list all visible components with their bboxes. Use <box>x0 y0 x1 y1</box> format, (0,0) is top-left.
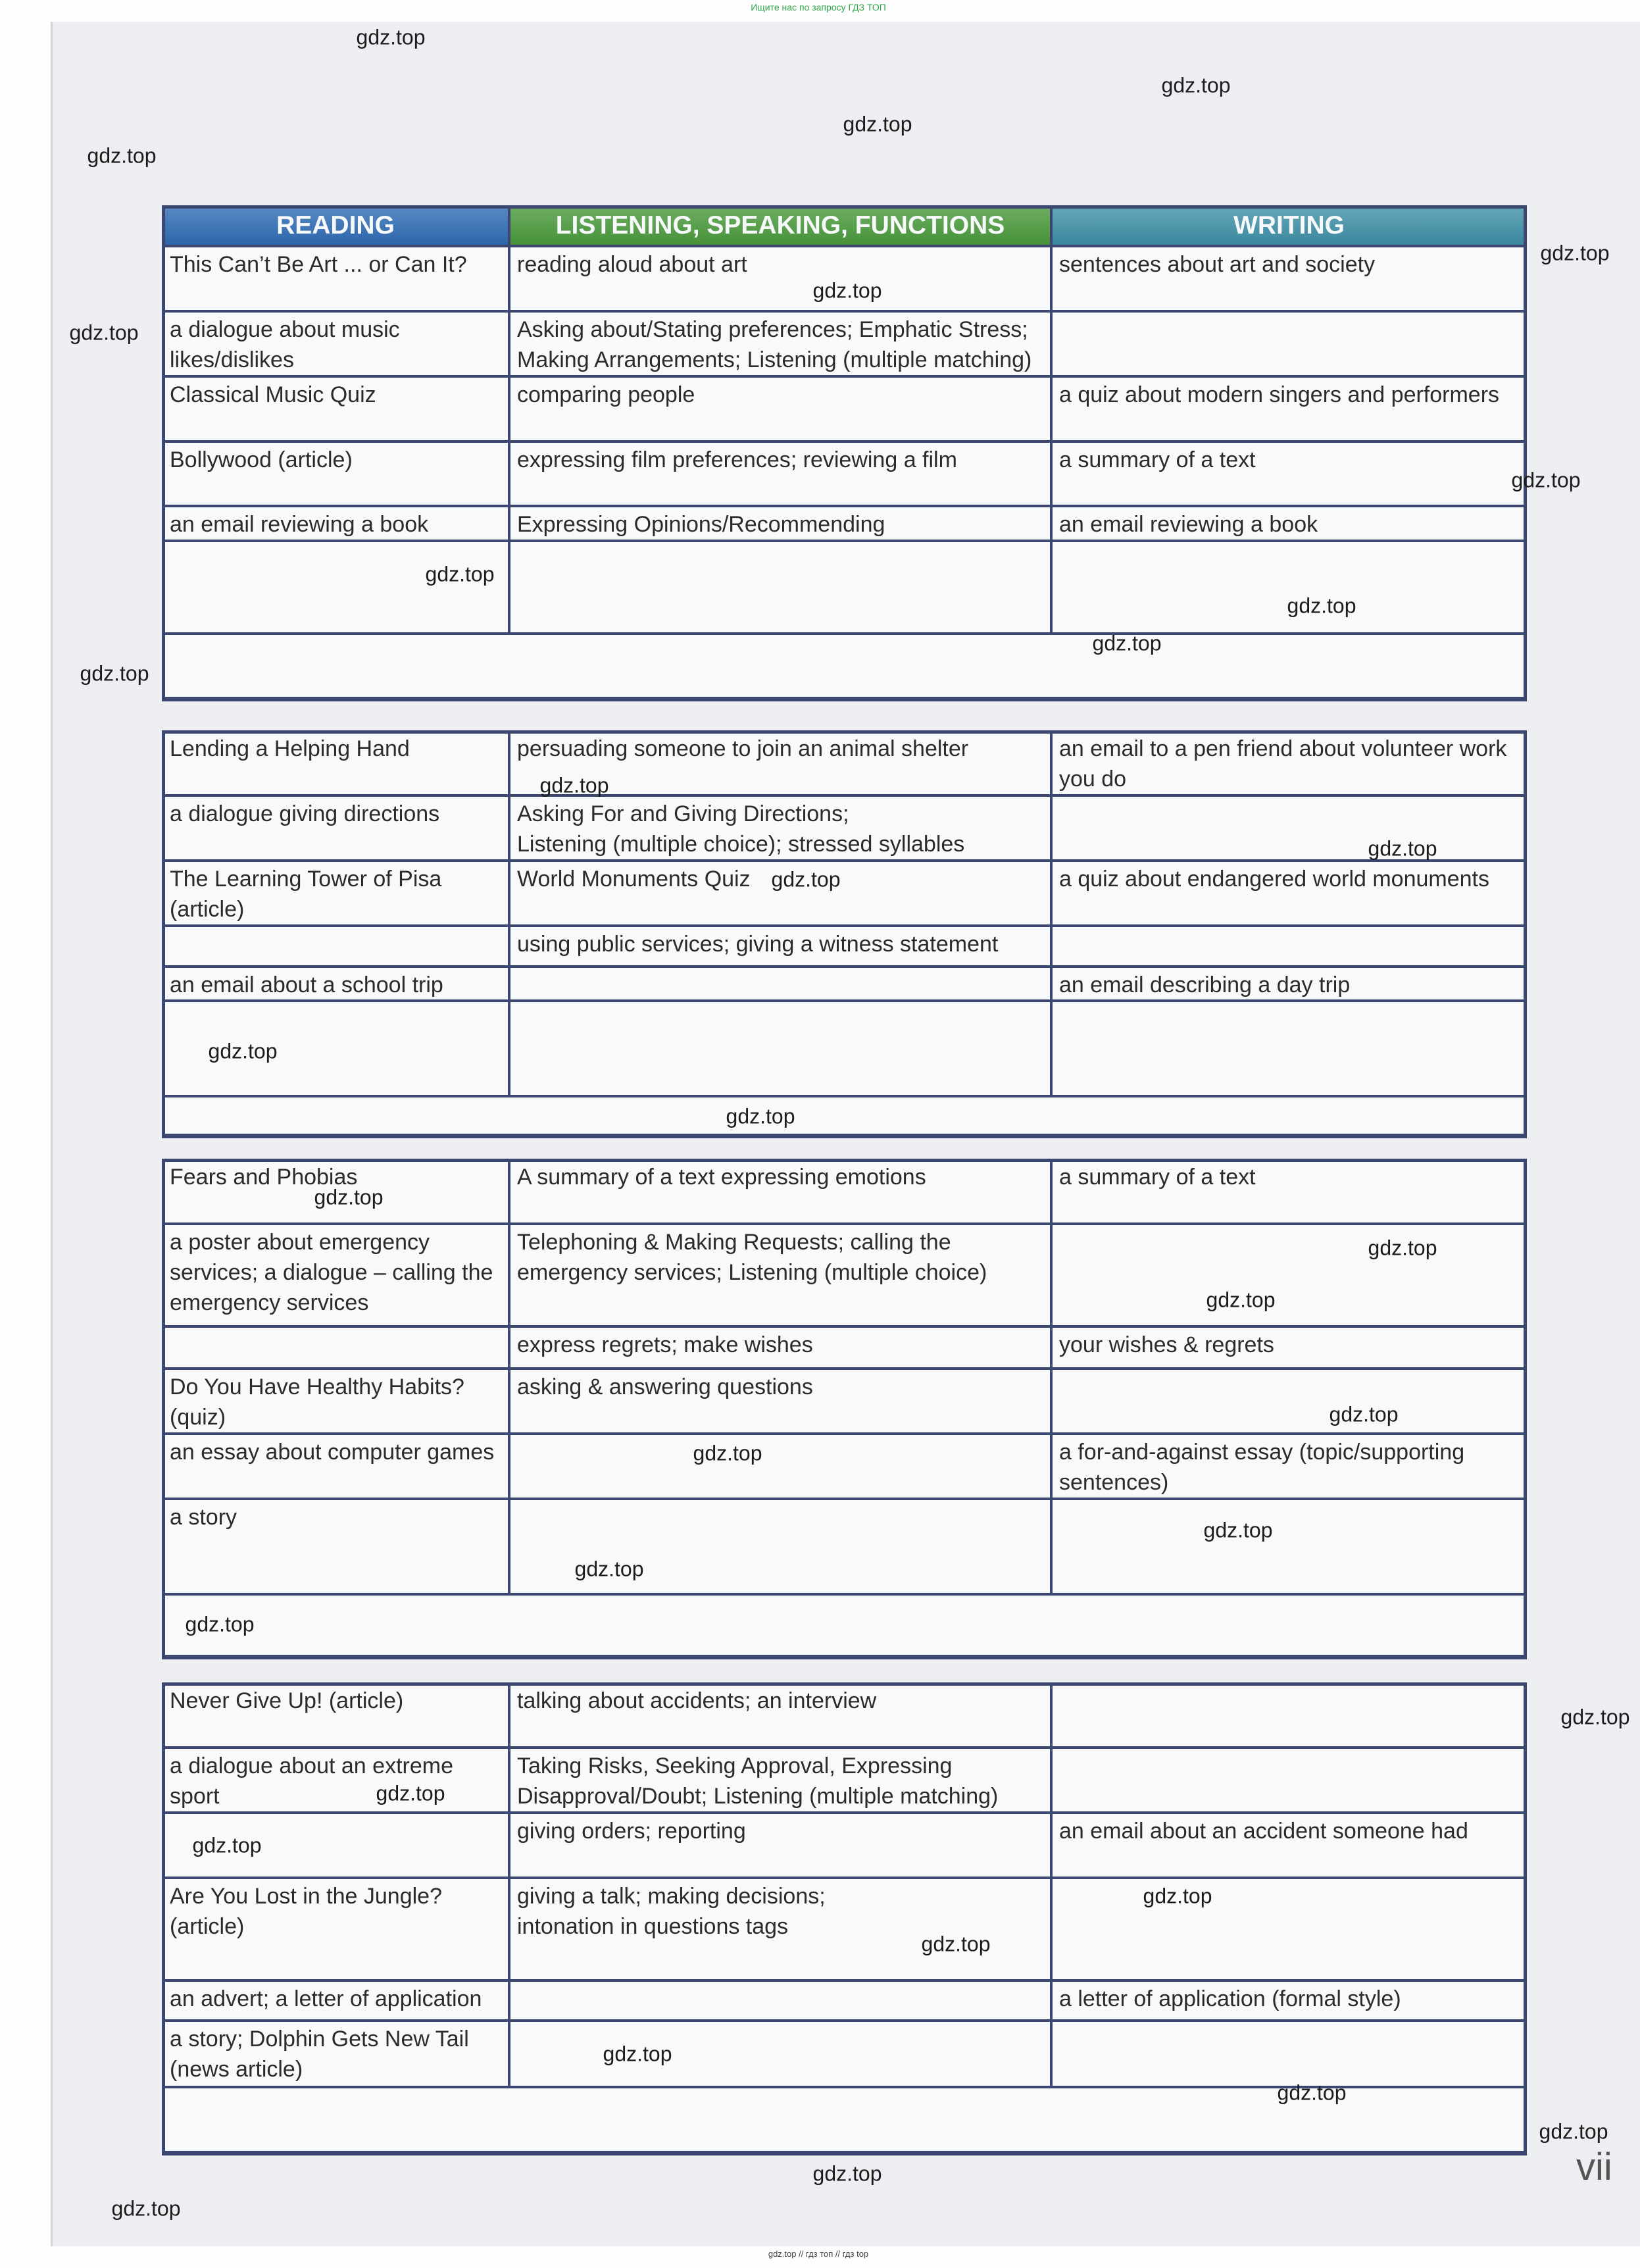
reading-cell: Do You Have Healthy Habits? (quiz) <box>162 1369 509 1434</box>
reading-cell: a poster about emergency services; a dialogue – calling the emergency services <box>162 1224 509 1326</box>
reading-cell: Are You Lost in the Jungle? (article) <box>162 1878 509 1980</box>
writing-cell: an email describing a day trip <box>1051 967 1527 1001</box>
writing-cell <box>1051 1369 1527 1434</box>
listening-cell: World Monuments Quiz <box>509 861 1051 926</box>
listening-cell <box>509 2021 1051 2087</box>
watermark-text: gdz.top <box>376 1781 445 1805</box>
listening-cell: reading aloud about art <box>509 246 1051 311</box>
listening-cell <box>509 1980 1051 2021</box>
listening-cell: Taking Risks, Seeking Approval, Expressing Disapproval/Doubt; Listening (multiple matching) <box>509 1748 1051 1813</box>
reading-cell: a story <box>162 1499 509 1594</box>
watermark-text: gdz.top <box>192 1833 262 1857</box>
watermark-text: gdz.top <box>314 1185 384 1209</box>
listening-cell: Asking about/Stating preferences; Emphatic Stress; Making Arrangements; Listening (multiple matching) <box>509 311 1051 376</box>
watermark-text: gdz.top <box>539 773 609 797</box>
reading-cell <box>162 1326 509 1369</box>
reading-cell: Lending a Helping Hand <box>162 730 509 795</box>
watermark-text: gdz.top <box>111 2196 181 2221</box>
reading-cell: a story; Dolphin Gets New Tail (news article) <box>162 2021 509 2087</box>
listening-cell: Telephoning & Making Requests; calling the emergency services; Listening (multiple choice) <box>509 1224 1051 1326</box>
listening-cell: talking about accidents; an interview <box>509 1682 1051 1748</box>
watermark-text: gdz.top <box>208 1039 278 1063</box>
watermark-text: gdz.top <box>1277 2080 1347 2105</box>
listening-cell: comparing people <box>509 376 1051 441</box>
writing-cell <box>1051 311 1527 376</box>
writing-cell <box>1051 795 1527 861</box>
writing-cell: an email reviewing a book <box>1051 506 1527 541</box>
footer-notice: gdz.top // гдз топ // гдз top <box>768 2249 869 2259</box>
listening-cell: express regrets; make wishes <box>509 1326 1051 1369</box>
reading-cell: This Can’t Be Art ... or Can It? <box>162 246 509 311</box>
writing-cell <box>1051 926 1527 967</box>
reading-cell: an email reviewing a book <box>162 506 509 541</box>
watermark-text: gdz.top <box>1161 73 1231 97</box>
writing-cell: a letter of application (formal style) <box>1051 1980 1527 2021</box>
writing-cell: a quiz about endangered world monuments <box>1051 861 1527 926</box>
watermark-text: gdz.top <box>921 1932 991 1956</box>
reading-cell <box>162 926 509 967</box>
watermark-text: gdz.top <box>1143 1884 1212 1908</box>
watermark-text: gdz.top <box>1092 631 1162 655</box>
watermark-text: gdz.top <box>1329 1402 1399 1426</box>
reading-cell: a dialogue about an extreme sport <box>162 1748 509 1813</box>
top-notice: Ищите нас по запросу ГДЗ ТОП <box>751 2 886 13</box>
writing-cell <box>1051 2021 1527 2087</box>
watermark-text: gdz.top <box>1368 836 1437 861</box>
listening-cell: Expressing Opinions/Recommending <box>509 506 1051 541</box>
watermark-text: gdz.top <box>574 1557 644 1581</box>
blank-row <box>162 631 1527 701</box>
watermark-text: gdz.top <box>87 143 157 168</box>
watermark-text: gdz.top <box>425 562 495 586</box>
reading-cell: Never Give Up! (article) <box>162 1682 509 1748</box>
watermark-text: gdz.top <box>843 112 912 136</box>
watermark-text: gdz.top <box>726 1104 795 1128</box>
watermark-text: gdz.top <box>80 661 149 686</box>
watermark-text: gdz.top <box>812 2161 882 2186</box>
watermark-text: gdz.top <box>771 867 841 892</box>
writing-cell <box>1051 1682 1527 1748</box>
listening-cell: expressing film preferences; reviewing a film <box>509 441 1051 506</box>
listening-cell: asking & answering questions <box>509 1369 1051 1434</box>
listening-header: LISTENING, SPEAKING, FUNCTIONS <box>509 205 1051 246</box>
listening-cell: giving orders; reporting <box>509 1813 1051 1878</box>
writing-cell <box>1051 1499 1527 1594</box>
listening-cell: Asking For and Giving Directions; Listening (multiple choice); stressed syllables <box>509 795 1051 861</box>
reading-cell: Fears and Phobias <box>162 1159 509 1224</box>
watermark-text: gdz.top <box>812 278 882 303</box>
watermark-text: gdz.top <box>1540 241 1610 265</box>
listening-cell <box>509 1001 1051 1096</box>
listening-cell <box>509 967 1051 1001</box>
writing-cell: a quiz about modern singers and performers <box>1051 376 1527 441</box>
reading-cell: Bollywood (article) <box>162 441 509 506</box>
blank-row <box>162 1096 1527 1138</box>
page-number: vii <box>1576 2146 1612 2188</box>
listening-cell: giving a talk; making decisions; intonation in questions tags <box>509 1878 1051 1980</box>
writing-cell <box>1051 1224 1527 1326</box>
watermark-text: gdz.top <box>185 1612 255 1636</box>
writing-cell <box>1051 1878 1527 1980</box>
watermark-text: gdz.top <box>603 2042 672 2066</box>
listening-cell: using public services; giving a witness statement <box>509 926 1051 967</box>
listening-cell <box>509 541 1051 634</box>
blank-row <box>162 1594 1527 1659</box>
writing-cell: an email about an accident someone had <box>1051 1813 1527 1878</box>
writing-cell: a summary of a text <box>1051 441 1527 506</box>
reading-cell: Classical Music Quiz <box>162 376 509 441</box>
watermark-text: gdz.top <box>356 25 426 49</box>
writing-cell <box>1051 541 1527 634</box>
writing-cell: a summary of a text <box>1051 1159 1527 1224</box>
reading-cell: an essay about computer games <box>162 1434 509 1499</box>
watermark-text: gdz.top <box>1560 1705 1630 1729</box>
reading-cell: a dialogue giving directions <box>162 795 509 861</box>
writing-cell: sentences about art and society <box>1051 246 1527 311</box>
watermark-text: gdz.top <box>1206 1288 1276 1312</box>
watermark-text: gdz.top <box>693 1441 762 1465</box>
watermark-text: gdz.top <box>1287 593 1356 618</box>
watermark-text: gdz.top <box>1203 1518 1273 1542</box>
reading-cell: The Learning Tower of Pisa (article) <box>162 861 509 926</box>
watermark-text: gdz.top <box>1511 468 1581 492</box>
writing-cell: an email to a pen friend about volunteer work you do <box>1051 730 1527 795</box>
writing-cell: a for-and-against essay (topic/supporting sentences) <box>1051 1434 1527 1499</box>
writing-header: WRITING <box>1051 205 1527 246</box>
reading-cell: an advert; a letter of application <box>162 1980 509 2021</box>
listening-cell: A summary of a text expressing emotions <box>509 1159 1051 1224</box>
watermark-text: gdz.top <box>1539 2119 1608 2144</box>
watermark-text: gdz.top <box>69 320 139 345</box>
watermark-text: gdz.top <box>1368 1236 1437 1260</box>
writing-cell <box>1051 1748 1527 1813</box>
writing-cell: your wishes & regrets <box>1051 1326 1527 1369</box>
reading-header: READING <box>162 205 509 246</box>
listening-cell: persuading someone to join an animal shelter <box>509 730 1051 795</box>
reading-cell: an email about a school trip <box>162 967 509 1001</box>
listening-cell <box>509 1434 1051 1499</box>
reading-cell: a dialogue about music likes/dislikes <box>162 311 509 376</box>
writing-cell <box>1051 1001 1527 1096</box>
reading-cell <box>162 541 509 634</box>
